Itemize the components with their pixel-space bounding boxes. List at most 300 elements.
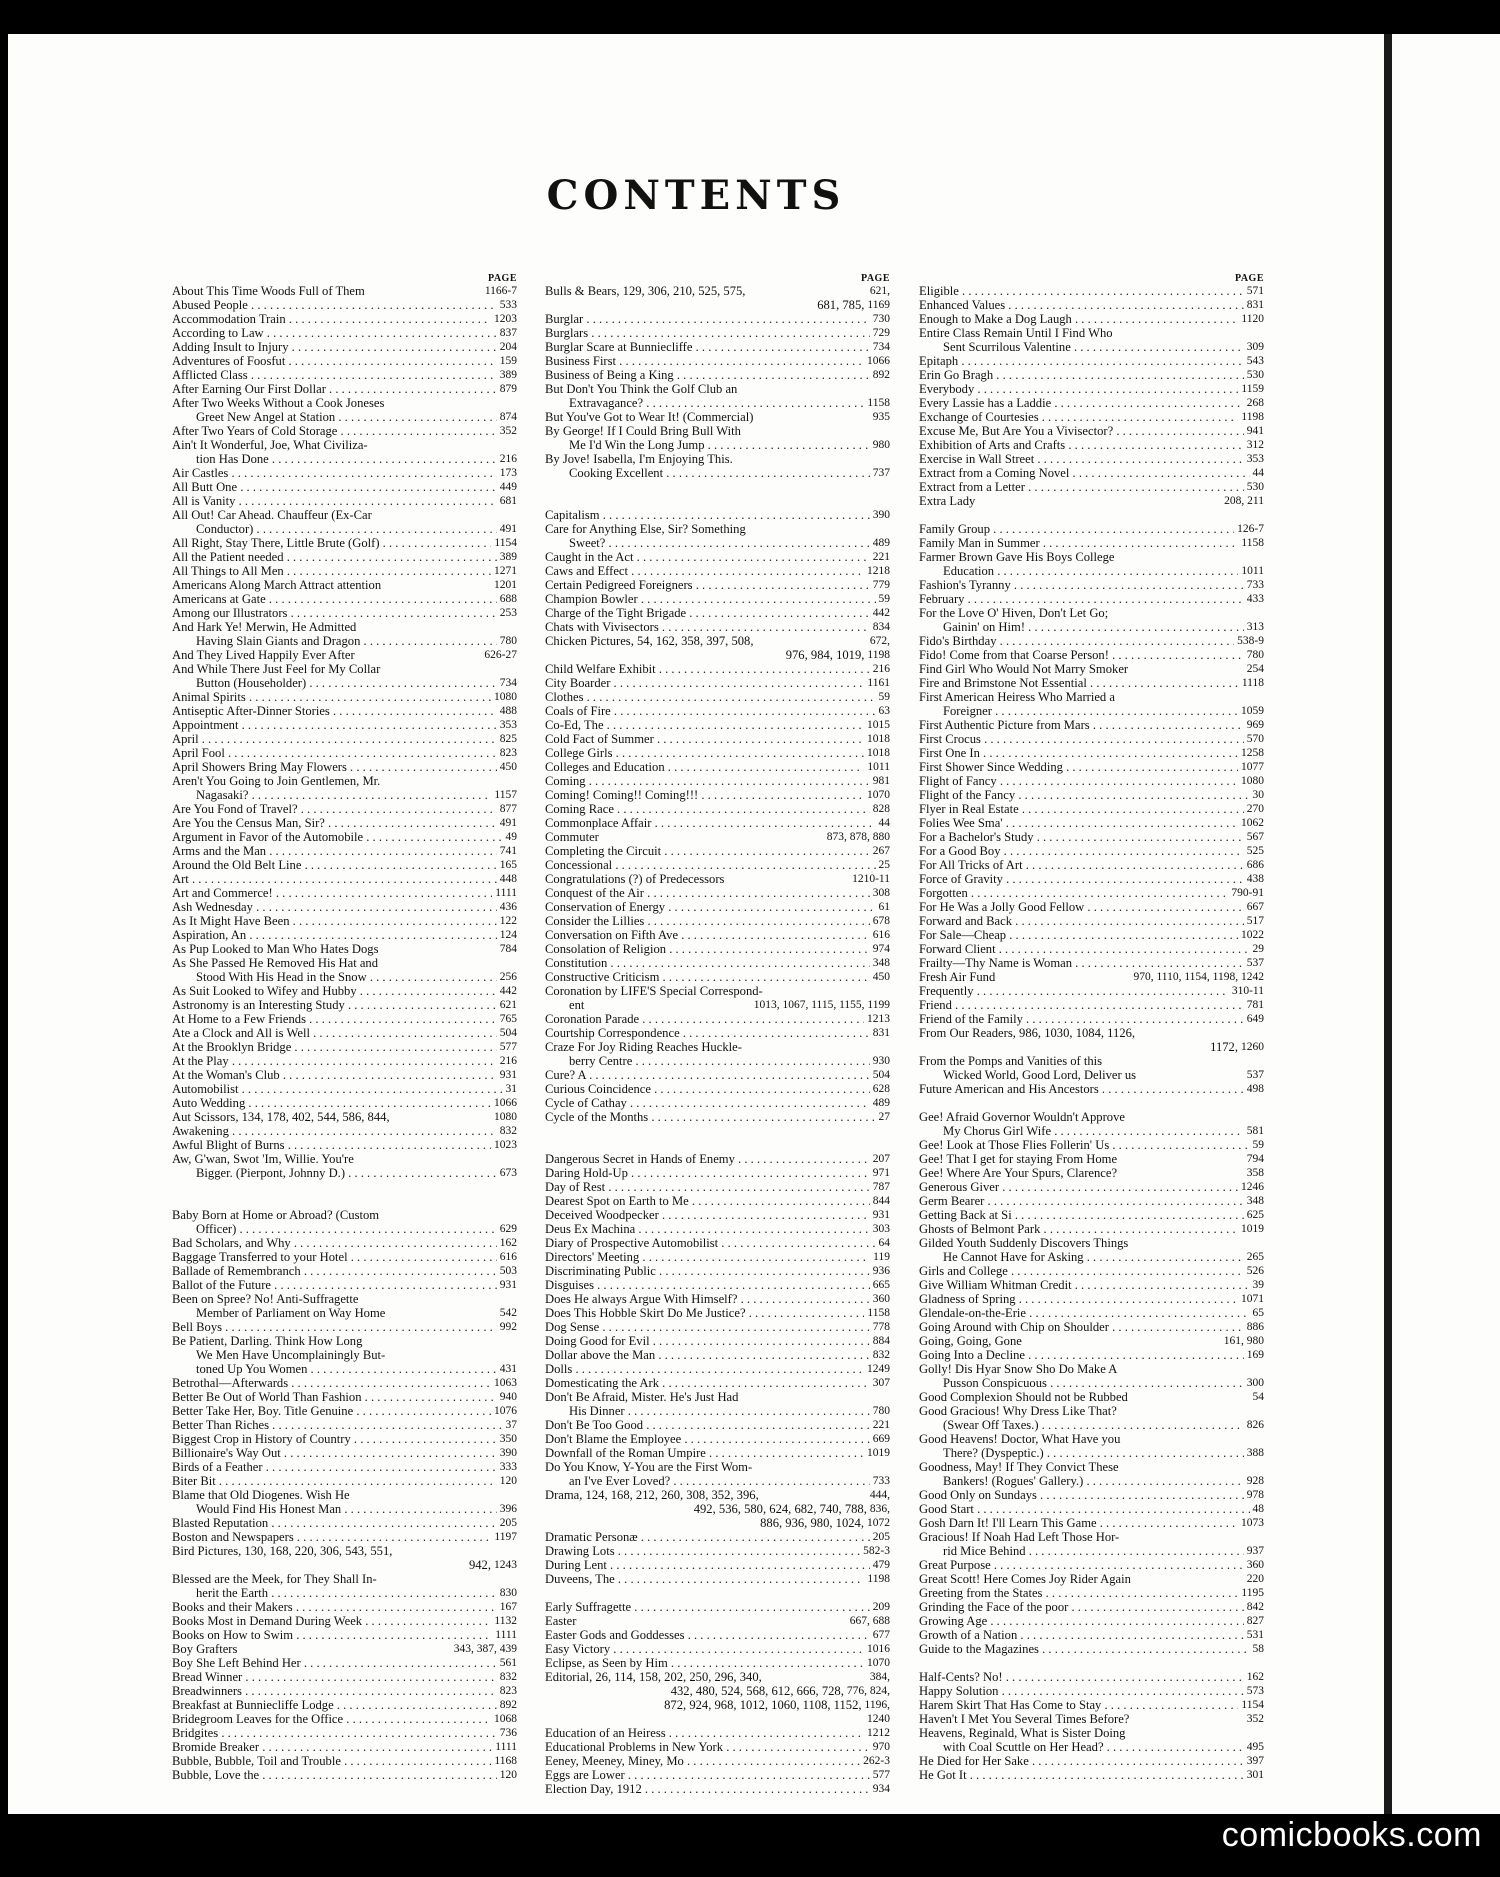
index-entry (545, 844, 890, 858)
entry-page-number: 44 (878, 817, 890, 829)
entry-title: Clothes . . . (545, 690, 876, 704)
entry-title: Consider the Lillies . . . (545, 914, 870, 928)
index-entry (545, 1096, 890, 1110)
index-entry (172, 1082, 517, 1096)
index-entry (919, 1306, 1264, 1320)
index-entry (919, 1754, 1264, 1768)
entry-page-number: 59 (878, 691, 890, 703)
entry-title: Gee! That I get for staying From Home (919, 1152, 1118, 1166)
entry-title: Great Scott! Here Comes Joy Rider Again (919, 1572, 1131, 1586)
index-entry (919, 676, 1264, 690)
index-entry (919, 704, 1264, 718)
entry-title: Burglars . . . (545, 326, 870, 340)
entry-title: Bridegroom Leaves for the Office . . . (172, 1712, 491, 1726)
entry-title: Commuter (545, 830, 599, 844)
entry-title: Does This Hobble Skirt Do Me Justice? . . . (545, 1306, 864, 1320)
index-entry (919, 956, 1264, 970)
entry-page-number: 526 (1246, 1265, 1264, 1277)
entry-page-number: 628 (872, 1083, 890, 1095)
entry-page-number: 162 (499, 1237, 517, 1249)
index-entry (545, 522, 890, 536)
entry-title: All Right, Stay There, Little Brute (Golf) . . . (172, 536, 491, 550)
entry-title: Wicked World, Good Lord, Deliver us (943, 1068, 1137, 1082)
entry-page-number: 1154 (1241, 1699, 1264, 1711)
index-entry (172, 438, 517, 452)
index-entry (919, 354, 1264, 368)
entry-page-number: 173 (499, 467, 517, 479)
index-entry (545, 354, 890, 368)
index-entry (545, 326, 890, 340)
index-entry (172, 298, 517, 312)
entry-page-number: 978 (1246, 1489, 1264, 1501)
entry-title: As Pup Looked to Man Who Hates Dogs (172, 942, 379, 956)
index-entry (172, 1362, 517, 1376)
index-entry (172, 970, 517, 984)
entry-page-number: 1019 (1241, 1223, 1264, 1235)
entry-title: Conservation of Energy . . . (545, 900, 876, 914)
index-entry (545, 1068, 890, 1082)
entry-page-number: 582-3 (863, 1545, 890, 1557)
index-entry (545, 1278, 890, 1292)
entry-title: Gracious! If Noah Had Left Those Hor- (919, 1530, 1120, 1544)
entry-title: Foreigner . . . (943, 704, 1238, 718)
index-entry (545, 1362, 890, 1376)
entry-page-number: 262-3 (863, 1755, 890, 1767)
entry-page-number: 449 (499, 481, 517, 493)
entry-title: All Things to All Men . . . (172, 564, 491, 578)
section-gap (919, 1656, 1264, 1670)
index-entry (172, 998, 517, 1012)
index-entry (919, 466, 1264, 480)
entry-title: Don't Be Afraid, Mister. He's Just Had (545, 1390, 739, 1404)
index-entry (545, 1054, 890, 1068)
entry-page-number: 1198 (1241, 411, 1264, 423)
index-entry (172, 760, 517, 774)
index-entry (172, 1488, 517, 1502)
entry-page-number: 489 (872, 537, 890, 549)
section-gap (545, 480, 890, 494)
entry-title: His Dinner . . . (569, 1404, 870, 1418)
index-entry (172, 1040, 517, 1054)
index-entry (172, 1348, 517, 1362)
index-entry (545, 1152, 890, 1166)
entry-title: April Fool . . . (172, 746, 497, 760)
entry-title: Billionaire's Way Out . . . (172, 1446, 497, 1460)
index-entry (172, 1292, 517, 1306)
entry-page-number: 216 (872, 663, 890, 675)
entry-page-number: 1070 (867, 789, 890, 801)
index-entry (545, 1026, 890, 1040)
entry-page-number: 388 (1246, 1447, 1264, 1459)
index-entry (545, 676, 890, 690)
index-entry (919, 606, 1264, 620)
entry-page-number: 681 (499, 495, 517, 507)
index-entry (919, 690, 1264, 704)
entry-title: Bell Boys . . . (172, 1320, 497, 1334)
entry-title: Business First . . . (545, 354, 864, 368)
index-entry (545, 1712, 890, 1726)
entry-page-number: 1197 (494, 1531, 517, 1543)
entry-title: Boston and Newspapers . . . (172, 1530, 491, 1544)
index-entry (545, 396, 890, 410)
entry-title: Be Patient, Darling. Think How Long (172, 1334, 363, 1348)
entry-page-number: 122 (499, 915, 517, 927)
index-entry (545, 298, 890, 312)
index-entry (545, 1740, 890, 1754)
index-entry (919, 1446, 1264, 1460)
entry-page-number: 677 (872, 1629, 890, 1641)
entry-title: Birds of a Feather . . . (172, 1460, 497, 1474)
index-entry (545, 830, 890, 844)
entry-title: He Cannot Have for Asking . . . (943, 1250, 1244, 1264)
entry-page-number: 1018 (867, 733, 890, 745)
entry-page-number: 737 (872, 467, 890, 479)
index-entry (919, 1320, 1264, 1334)
section-gap (919, 508, 1264, 522)
entry-page-number: 934 (872, 1783, 890, 1795)
index-entry (545, 1432, 890, 1446)
entry-title: Completing the Circuit . . . (545, 844, 870, 858)
entry-title: Fido's Birthday . . . (919, 634, 1234, 648)
entry-title: 872, 924, 968, 1012, 1060, 1108, 1152, (664, 1698, 862, 1712)
entry-title: 942, (468, 1558, 491, 1572)
index-entry (545, 1656, 890, 1670)
entry-title: Officer) . . . (196, 1222, 497, 1236)
entry-title: Girls and College . . . (919, 1264, 1244, 1278)
index-entry (919, 1138, 1264, 1152)
entry-page-number: 313 (1246, 621, 1264, 633)
entry-title: Member of Parliament on Way Home (196, 1306, 386, 1320)
index-entry (919, 536, 1264, 550)
entry-title: Sent Scurrilous Valentine . . . (943, 340, 1244, 354)
index-entry (919, 1530, 1264, 1544)
entry-page-number: 216 (499, 453, 517, 465)
entry-page-number: 1201 (494, 579, 517, 591)
index-entry (545, 1600, 890, 1614)
entry-title: Consolation of Religion . . . (545, 942, 870, 956)
entry-page-number: 1063 (494, 1377, 517, 1389)
index-entry (172, 1110, 517, 1124)
entry-page-number: 892 (499, 1699, 517, 1711)
entry-title: And Hark Ye! Merwin, He Admitted (172, 620, 357, 634)
entry-page-number: 1015 (867, 719, 890, 731)
entry-page-number: 1023 (494, 1139, 517, 1151)
index-entry (545, 690, 890, 704)
entry-title: Conquest of the Air . . . (545, 886, 870, 900)
entry-page-number: 64 (878, 1237, 890, 1249)
entry-title: tion Has Done . . . (196, 452, 497, 466)
entry-page-number: 688 (499, 593, 517, 605)
entry-title: Deus Ex Machina . . . (545, 1222, 870, 1236)
entry-page-number: 629 (499, 1223, 517, 1235)
entry-page-number: 970, 1110, 1154, 1198, 1242 (1133, 971, 1264, 983)
index-entry (919, 1250, 1264, 1264)
entry-title: Cooking Excellent . . . (569, 466, 870, 480)
entry-title: As Suit Looked to Wifey and Hubby . . . (172, 984, 497, 998)
index-entry (172, 1096, 517, 1110)
entry-page-number: 1203 (494, 313, 517, 325)
entry-page-number: 450 (872, 971, 890, 983)
entry-title: First Authentic Picture from Mars . . . (919, 718, 1244, 732)
entry-title: First Shower Since Wedding . . . (919, 760, 1238, 774)
index-entry (172, 886, 517, 900)
entry-title: Abused People . . . (172, 298, 497, 312)
index-entry (172, 620, 517, 634)
entry-title: Friend . . . (919, 998, 1244, 1012)
entry-title: Better Be Out of World Than Fashion . . . (172, 1390, 497, 1404)
entry-title: City Boarder . . . (545, 676, 864, 690)
entry-title: Gosh Darn It! I'll Learn This Game . . . (919, 1516, 1238, 1530)
index-entry (172, 424, 517, 438)
entry-page-number: 1073 (1241, 1517, 1264, 1529)
index-entry (172, 1334, 517, 1348)
section-gap (172, 1194, 517, 1208)
index-entry (919, 1544, 1264, 1558)
entry-title: Editorial, 26, 114, 158, 202, 250, 296, 340, (545, 1670, 762, 1684)
index-entry (172, 452, 517, 466)
index-entry (919, 1642, 1264, 1656)
entry-title: Bromide Breaker . . . (172, 1740, 492, 1754)
entry-title: Haven't I Met You Several Times Before? (919, 1712, 1130, 1726)
index-entry (545, 1194, 890, 1208)
entry-title: After Two Years of Cold Storage . . . (172, 424, 497, 438)
index-entry (919, 1628, 1264, 1642)
entry-page-number: 1166-7 (484, 285, 517, 297)
entry-page-number: 1161 (867, 677, 890, 689)
entry-page-number: 778 (872, 1321, 890, 1333)
entry-title: Argument in Favor of the Automobile . . . (172, 830, 503, 844)
index-entry (545, 1306, 890, 1320)
entry-page-number: 126-7 (1237, 523, 1264, 535)
entry-title: Everybody . . . (919, 382, 1238, 396)
entry-page-number: 937 (1246, 1545, 1264, 1557)
entry-title: As It Might Have Been . . . (172, 914, 497, 928)
entry-title: 976, 984, 1019, (785, 648, 865, 662)
index-entry (172, 508, 517, 522)
index-entry (545, 1768, 890, 1782)
entry-title: Exchange of Courtesies . . . (919, 410, 1238, 424)
entry-title: Eclipse, as Seen by Him . . . (545, 1656, 864, 1670)
entry-title: For Sale—Cheap . . . (919, 928, 1238, 942)
entry-page-number: 886 (1246, 1321, 1264, 1333)
index-entry (545, 1040, 890, 1054)
entry-title: Chicken Pictures, 54, 162, 358, 397, 508, (545, 634, 754, 648)
index-entry (172, 1404, 517, 1418)
entry-page-number: 504 (499, 1027, 517, 1039)
index-entry (919, 928, 1264, 942)
entry-page-number: 254 (1246, 663, 1264, 675)
index-entry (172, 1068, 517, 1082)
index-entry (172, 1250, 517, 1264)
index-entry (919, 1082, 1264, 1096)
index-entry (545, 466, 890, 480)
index-entry (545, 746, 890, 760)
index-entry (545, 648, 890, 662)
entry-page-number: 1212 (867, 1727, 890, 1739)
index-entry (545, 704, 890, 718)
index-entry (919, 1208, 1264, 1222)
entry-title: Auto Wedding . . . (172, 1096, 491, 1110)
entry-page-number: 736 (499, 1727, 517, 1739)
entry-title: Dolls . . . (545, 1362, 864, 1376)
index-entry (545, 1334, 890, 1348)
entry-title: 492, 536, 580, 624, 682, 740, 788, (693, 1502, 867, 1516)
index-entry (545, 1292, 890, 1306)
index-entry (545, 1390, 890, 1404)
entry-page-number: 30 (1252, 789, 1264, 801)
entry-title: Easter Gods and Goddesses . . . (545, 1628, 870, 1642)
index-entry (919, 1670, 1264, 1684)
entry-page-number: 220 (1246, 1573, 1264, 1585)
entry-title: Sweet? . . . (569, 536, 870, 550)
entry-title: Eggs are Lower . . . (545, 1768, 870, 1782)
entry-page-number: 625 (1246, 1209, 1264, 1221)
entry-page-number: 971 (872, 1167, 890, 1179)
entry-page-number: 573 (1246, 1685, 1264, 1697)
entry-title: Bird Pictures, 130, 168, 220, 306, 543, 551, (172, 1544, 393, 1558)
entry-title: Frailty—Thy Name is Woman . . . (919, 956, 1244, 970)
entry-title: February . . . (919, 592, 1244, 606)
entry-page-number: 832 (872, 1349, 890, 1361)
entry-page-number: 267 (872, 845, 890, 857)
index-entry (545, 1264, 890, 1278)
entry-page-number: 204 (499, 341, 517, 353)
entry-page-number: 741 (499, 845, 517, 857)
entry-title: Eeney, Meeney, Miney, Mo . . . (545, 1754, 860, 1768)
entry-title: Co-Ed, The . . . (545, 718, 864, 732)
index-entry (919, 1054, 1264, 1068)
entry-page-number: 1068 (494, 1713, 517, 1725)
entry-page-number: 360 (1246, 1559, 1264, 1571)
index-entry (545, 1180, 890, 1194)
entry-title: Arms and the Man . . . (172, 844, 497, 858)
entry-title: Art and Commerce! . . . (172, 886, 492, 900)
entry-title: For He Was a Jolly Good Fellow . . . (919, 900, 1244, 914)
entry-title: At the Play . . . (172, 1054, 497, 1068)
entry-title: Around the Old Belt Line . . . (172, 858, 497, 872)
index-entry (172, 690, 517, 704)
entry-page-number: 360 (872, 1293, 890, 1305)
entry-title: From the Pomps and Vanities of this (919, 1054, 1103, 1068)
entry-page-number: 1159 (1241, 383, 1264, 395)
entry-title: Books on How to Swim . . . (172, 1628, 492, 1642)
index-entry (172, 1320, 517, 1334)
entry-title: Harem Skirt That Has Come to Stay . . . (919, 1698, 1238, 1712)
entry-title: Epitaph . . . (919, 354, 1244, 368)
entry-page-number: 935 (872, 411, 890, 423)
index-column-1 (172, 274, 517, 1782)
index-entry (919, 914, 1264, 928)
entry-title: All is Vanity . . . (172, 494, 497, 508)
index-entry (545, 970, 890, 984)
entry-page-number: 1080 (1241, 775, 1264, 787)
entry-page-number: 333 (499, 1461, 517, 1473)
index-entry (172, 1054, 517, 1068)
index-entry (545, 872, 890, 886)
index-entry (172, 844, 517, 858)
index-entry (172, 830, 517, 844)
entry-page-number: 1013, 1067, 1115, 1155, 1199 (753, 999, 890, 1011)
index-entry (545, 606, 890, 620)
entry-title: Dramatic Personæ . . . (545, 1530, 870, 1544)
entry-title: Capitalism . . . (545, 508, 870, 522)
index-entry (545, 1530, 890, 1544)
entry-page-number: 161, 980 (1223, 1335, 1264, 1347)
index-entry (919, 452, 1264, 466)
entry-title: Going Around with Chip on Shoulder . . . (919, 1320, 1244, 1334)
entry-page-number: 495 (1246, 1741, 1264, 1753)
entry-title: We Men Have Uncomplainingly But- (196, 1348, 386, 1362)
entry-title: Colleges and Education . . . (545, 760, 864, 774)
entry-page-number: 567 (1246, 831, 1264, 843)
index-entry (172, 1558, 517, 1572)
entry-title: But Don't You Think the Golf Club an (545, 382, 738, 396)
entry-title: (Swear Off Taxes.) . . . (943, 1418, 1244, 1432)
entry-page-number: 669 (872, 1433, 890, 1445)
index-entry (919, 1110, 1264, 1124)
entry-title: About This Time Woods Full of Them (172, 284, 365, 298)
index-entry (172, 914, 517, 928)
entry-title: Bubble, Bubble, Toil and Trouble . . . (172, 1754, 491, 1768)
index-entry (545, 1166, 890, 1180)
entry-title: By Jove! Isabella, I'm Enjoying This. (545, 452, 733, 466)
entry-page-number: 733 (1246, 579, 1264, 591)
entry-title: Forward Client . . . (919, 942, 1250, 956)
index-entry (919, 634, 1264, 648)
entry-page-number: 873, 878, 880 (826, 831, 890, 843)
entry-title: My Chorus Girl Wife . . . (943, 1124, 1244, 1138)
entry-title: Half-Cents? No! . . . (919, 1670, 1244, 1684)
entry-title: 886, 936, 980, 1024, (760, 1516, 864, 1530)
index-entry (919, 1166, 1264, 1180)
index-entry (545, 1782, 890, 1796)
entry-page-number: 730 (872, 313, 890, 325)
entry-title: Enough to Make a Dog Laugh . . . (919, 312, 1238, 326)
index-entry (172, 1418, 517, 1432)
index-entry (172, 578, 517, 592)
index-entry (545, 928, 890, 942)
entry-title: Are You the Census Man, Sir? . . . (172, 816, 497, 830)
index-entry (545, 634, 890, 648)
index-entry (919, 662, 1264, 676)
index-entry (172, 1740, 517, 1754)
entry-title: Does He always Argue With Himself? . . . (545, 1292, 870, 1306)
entry-page-number: 1271 (494, 565, 517, 577)
entry-title: Been on Spree? No! Anti-Suffragette (172, 1292, 359, 1306)
index-entry (545, 1642, 890, 1656)
index-entry (172, 816, 517, 830)
entry-title: Astronomy is an Interesting Study . . . (172, 998, 497, 1012)
entry-page-number: 1196, (864, 1699, 890, 1711)
index-entry (172, 732, 517, 746)
entry-page-number: 970 (872, 1741, 890, 1753)
index-entry (545, 914, 890, 928)
index-entry (919, 1012, 1264, 1026)
entry-page-number: 581 (1246, 1125, 1264, 1137)
entry-page-number: 831 (872, 1027, 890, 1039)
entry-page-number: 1019 (867, 1447, 890, 1459)
entry-page-number: 877 (499, 803, 517, 815)
entry-title: Flight of Fancy . . . (919, 774, 1238, 788)
entry-page-number: 343, 387, 439 (453, 1643, 517, 1655)
entry-page-number: 936 (872, 1265, 890, 1277)
index-entry (172, 326, 517, 340)
entry-page-number: 828 (872, 803, 890, 815)
entry-title: Coming! Coming!! Coming!!! . . . (545, 788, 864, 802)
entry-page-number: 1154 (494, 537, 517, 549)
entry-page-number: 832 (499, 1125, 517, 1137)
entry-title: Fire and Brimstone Not Essential . . . (919, 676, 1239, 690)
